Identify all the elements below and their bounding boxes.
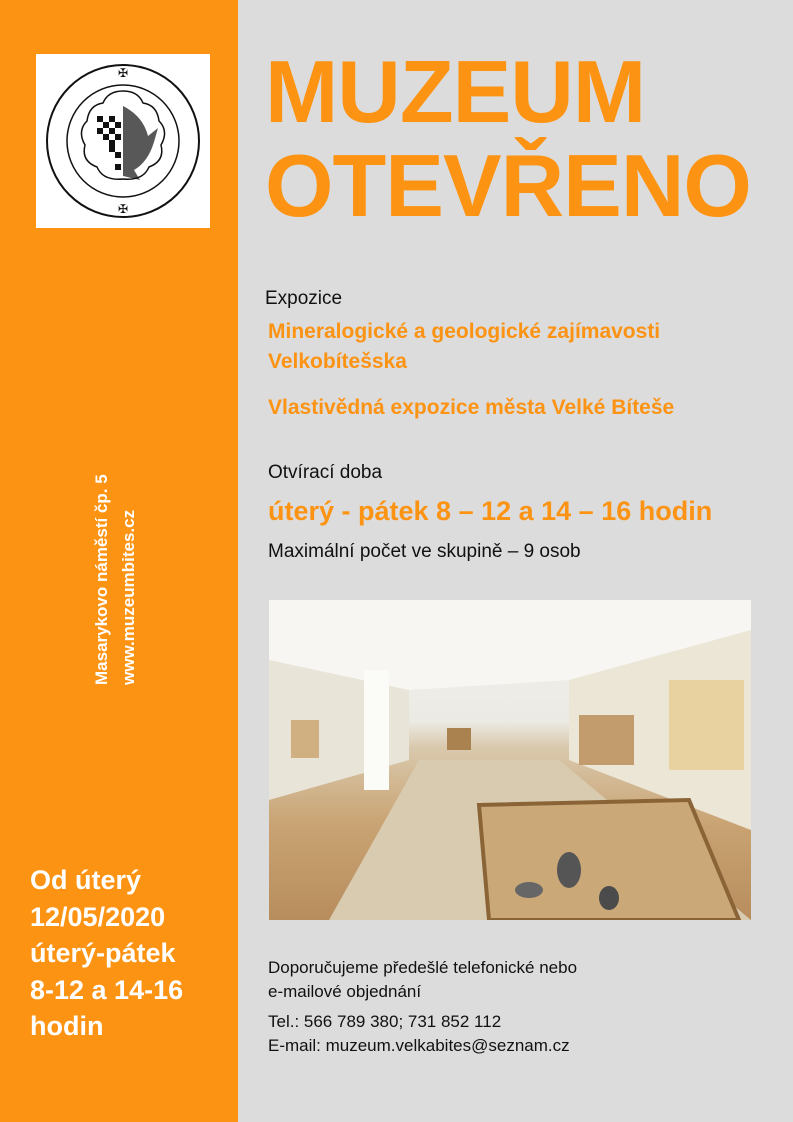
since-line: 12/05/2020 <box>30 901 166 932</box>
hours-value: úterý - pátek 8 – 12 a 14 – 16 hodin <box>268 496 713 526</box>
website-link[interactable]: www.muzeumbites.cz <box>119 509 138 685</box>
since-line: hodin <box>30 1011 104 1041</box>
since-line: 8-12 a 14-16 <box>30 974 184 1005</box>
booking-note: Doporučujeme předešlé telefonické nebo <box>268 958 578 977</box>
exhibition-hall-photo <box>269 600 751 920</box>
since-line: úterý-pátek <box>30 938 176 968</box>
hours-label: Otvírací doba <box>268 462 383 483</box>
booking-note: e-mailové objednání <box>268 982 422 1001</box>
svg-text:✠: ✠ <box>117 202 129 216</box>
museum-seal-logo <box>36 54 210 228</box>
svg-text:✠: ✠ <box>117 66 129 80</box>
exhibition-item: Vlastivědná expozice města Velké Bíteše <box>268 396 675 419</box>
group-limit: Maximální počet ve skupině – 9 osob <box>268 541 581 562</box>
address: Masarykovo náměstí čp. 5 <box>92 474 111 685</box>
email[interactable]: E-mail: muzeum.velkabites@seznam.cz <box>268 1036 570 1055</box>
exhibitions-label: Expozice <box>265 288 343 309</box>
address-block <box>88 474 142 685</box>
title-line: OTEVŘENO <box>265 136 751 235</box>
since-line: Od úterý <box>30 865 142 895</box>
exhibition-item: Velkobítešska <box>268 350 407 373</box>
phone: Tel.: 566 789 380; 731 852 112 <box>268 1012 502 1031</box>
exhibition-item: Mineralogické a geologické zajímavosti <box>268 320 661 343</box>
reopening-info <box>30 862 183 1045</box>
page-title <box>265 44 751 234</box>
title-line: MUZEUM <box>265 42 646 141</box>
seal-icon <box>43 61 203 221</box>
